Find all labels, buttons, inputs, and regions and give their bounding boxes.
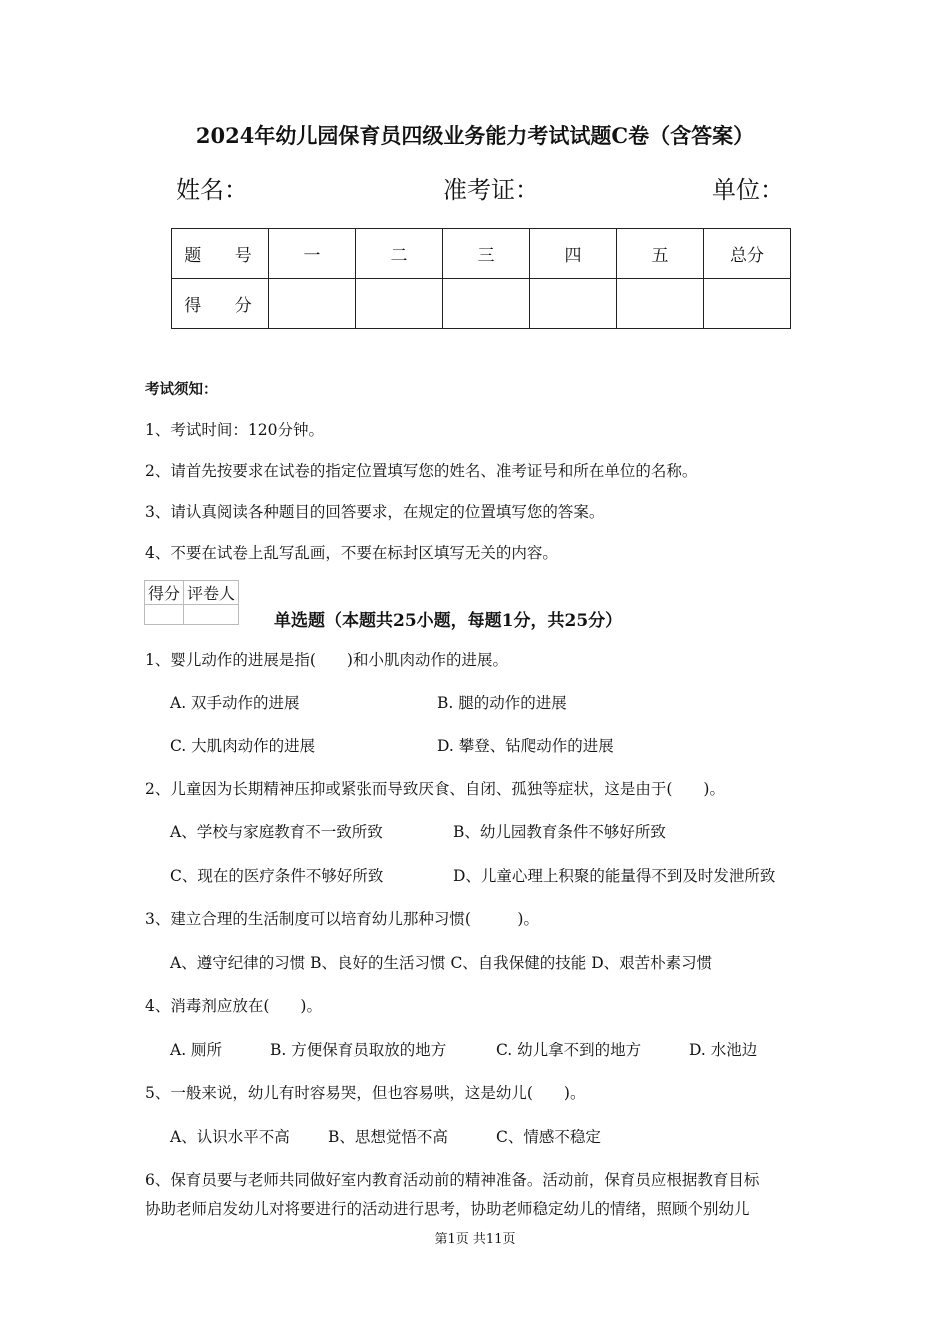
option-b: B、幼儿园教育条件不够好所致	[453, 823, 666, 841]
option-b: B. 方便保育员取放的地方	[270, 1041, 447, 1059]
page-footer: 第1页 共11页	[434, 1232, 516, 1247]
grader-score-cell[interactable]	[145, 605, 184, 625]
grader-score-label: 得分	[145, 581, 184, 605]
notice-item: 3、请认真阅读各种题目的回答要求，在规定的位置填写您的答案。	[145, 503, 605, 521]
notice-item: 1、考试时间：120分钟。	[145, 421, 324, 439]
grader-reviewer-cell[interactable]	[184, 605, 239, 625]
question-stem: 3、建立合理的生活制度可以培育幼儿那种习惯( )。	[145, 910, 539, 928]
score-table-score-row	[172, 279, 791, 329]
grader-reviewer-label: 评卷人	[184, 581, 239, 605]
option-d: D. 攀登、钻爬动作的进展	[437, 737, 614, 755]
option-a: A、认识水平不高	[170, 1128, 290, 1146]
options-line: A、遵守纪律的习惯 B、良好的生活习惯 C、自我保健的技能 D、艰苦朴素习惯	[170, 954, 713, 972]
score-header-cell: 二	[356, 229, 443, 279]
notice-item: 2、请首先按要求在试卷的指定位置填写您的姓名、准考证号和所在单位的名称。	[145, 462, 698, 480]
option-c: C、情感不稳定	[496, 1128, 601, 1146]
unit-label: 单位：	[712, 176, 784, 204]
score-input-cell[interactable]	[356, 279, 443, 329]
option-b: B. 腿的动作的进展	[437, 694, 567, 712]
notice-item: 4、不要在试卷上乱写乱画，不要在标封区填写无关的内容。	[145, 544, 558, 562]
score-table-header-row	[172, 229, 791, 279]
score-header-cell: 三	[443, 229, 530, 279]
question-stem: 5、一般来说，幼儿有时容易哭，但也容易哄，这是幼儿( )。	[145, 1084, 586, 1102]
option-b: B、思想觉悟不高	[328, 1128, 448, 1146]
score-input-cell[interactable]	[443, 279, 530, 329]
score-input-cell[interactable]	[704, 279, 791, 329]
option-c: C、现在的医疗条件不够好所致	[170, 867, 384, 885]
score-table	[171, 228, 791, 329]
option-d: D、儿童心理上积聚的能量得不到及时发泄所致	[453, 867, 776, 885]
name-label: 姓名：	[176, 176, 248, 204]
option-c: C. 幼儿拿不到的地方	[496, 1041, 642, 1059]
section-heading: 单选题（本题共25小题，每题1分，共25分）	[274, 611, 623, 631]
score-input-cell[interactable]	[617, 279, 704, 329]
score-header-cell: 五	[617, 229, 704, 279]
question-stem-continued: 协助老师启发幼儿对将要进行的活动进行思考，协助老师稳定幼儿的情绪，照顾个别幼儿	[145, 1200, 750, 1218]
score-header-cell: 总分	[704, 229, 791, 279]
option-c: C. 大肌肉动作的进展	[170, 737, 316, 755]
question-stem: 1、婴儿动作的进展是指( )和小肌肉动作的进展。	[145, 651, 508, 669]
option-a: A. 双手动作的进展	[170, 694, 300, 712]
question-stem: 2、儿童因为长期精神压抑或紧张而导致厌食、自闭、孤独等症状，这是由于( )。	[145, 780, 725, 798]
score-header-cell: 题 号	[172, 229, 269, 279]
notice-heading: 考试须知：	[145, 381, 218, 398]
option-a: A. 厕所	[170, 1041, 223, 1059]
question-stem: 6、保育员要与老师共同做好室内教育活动前的精神准备。活动前，保育员应根据教育目标	[145, 1171, 760, 1189]
score-header-cell: 四	[530, 229, 617, 279]
option-d: D. 水池边	[689, 1041, 758, 1059]
score-input-cell[interactable]	[530, 279, 617, 329]
option-a: A、学校与家庭教育不一致所致	[170, 823, 383, 841]
grader-table	[144, 580, 239, 625]
score-row-label: 得 分	[172, 279, 269, 329]
score-input-cell[interactable]	[269, 279, 356, 329]
page-title: 2024年幼儿园保育员四级业务能力考试试题C卷（含答案）	[195, 123, 755, 148]
score-header-cell: 一	[269, 229, 356, 279]
question-stem: 4、消毒剂应放在( )。	[145, 997, 322, 1015]
exam-id-label: 准考证：	[443, 176, 539, 204]
